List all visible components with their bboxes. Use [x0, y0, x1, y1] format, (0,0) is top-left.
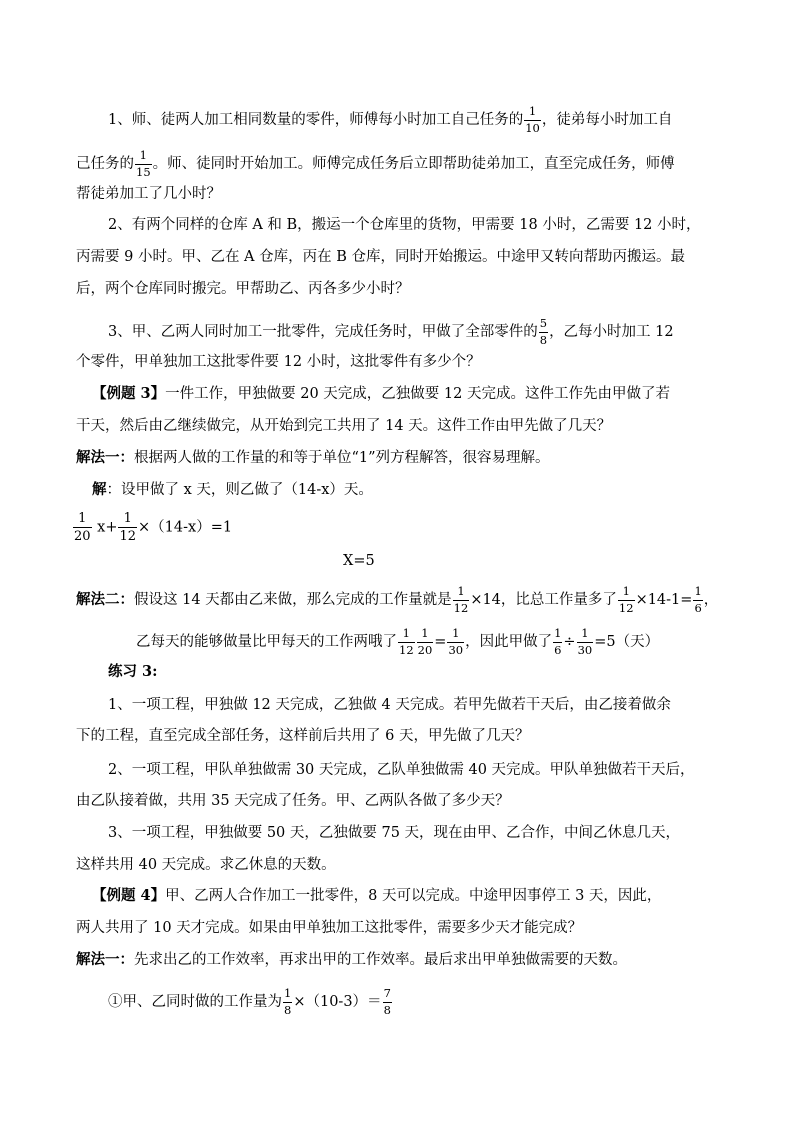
denominator: 15 — [136, 164, 151, 179]
fraction — [73, 512, 92, 543]
example-3-line-1 — [92, 384, 670, 404]
exercise-1-line-1 — [108, 695, 671, 715]
text: 甲、乙两人合作加工一批零件，8 天可以完成。中途甲因事停工 3 天，因此， — [165, 888, 662, 904]
text: ， — [703, 592, 719, 608]
numerator: 1 — [123, 511, 132, 526]
text: ×（14-x）=1 — [138, 519, 233, 536]
text: 练习 3: — [108, 663, 158, 680]
problem-2-line-1 — [108, 215, 701, 235]
exercise-title — [108, 662, 158, 682]
fraction — [693, 586, 702, 614]
numerator: 1 — [528, 104, 537, 118]
method-tag: 解法二： — [76, 591, 134, 608]
denominator: 12 — [119, 529, 137, 544]
method-tag: 解法一： — [76, 449, 134, 466]
denominator: 30 — [448, 642, 464, 657]
text: 1、一项工程，甲独做 12 天完成，乙独做 4 天完成。若甲先做若干天后，由乙接着做余 — [108, 697, 671, 713]
text: 丙需要 9 小时。甲、乙在 A 仓库，丙在 B 仓库，同时开始搬运。中途甲又转向帮助丙搬运。最 — [76, 249, 686, 265]
exercise-2-line-2 — [76, 791, 510, 811]
text: 3、甲、乙两人同时加工一批零件，完成任务时，甲做了全部零件的 — [108, 324, 538, 340]
example-4-line-2 — [76, 918, 582, 938]
text: 2、有两个同样的仓库 A 和 B，搬运一个仓库里的货物，甲需要 18 小时，乙需要 12 小时， — [108, 217, 701, 233]
denominator: 12 — [399, 642, 414, 657]
text: 一件工作，甲独做要 20 天完成，乙独做要 12 天完成。这件工作先由甲做了若 — [165, 386, 670, 402]
denominator: 30 — [577, 642, 593, 657]
problem-2-line-2 — [76, 247, 685, 267]
fraction — [524, 106, 541, 134]
denominator: 10 — [525, 120, 540, 135]
numerator: 1 — [284, 986, 292, 1000]
problem-1-line-2 — [76, 150, 675, 178]
numerator: 1 — [78, 511, 87, 526]
problem-1-line-3 — [76, 184, 221, 204]
method-1-line — [76, 448, 550, 468]
exercise-2-line-1 — [108, 760, 695, 780]
problem-1-line-1 — [108, 106, 672, 134]
text: ①甲、乙同时做的工作量为 — [108, 994, 282, 1010]
fraction — [453, 586, 470, 614]
numerator: 1 — [139, 148, 147, 162]
text: 3、一项工程，甲独做要 50 天，乙独做要 75 天，现在由甲、乙合作，中间乙休息几天， — [108, 825, 681, 841]
fraction — [618, 586, 635, 614]
text: 。师、徒同时开始加工。师傅完成任务后立即帮助徒弟加工，直至完成任务，师傅 — [152, 156, 675, 172]
text: 下的工程，直至完成全部任务，这样前后共用了 6 天，甲先做了几天？ — [76, 728, 530, 744]
numerator: 1 — [402, 626, 410, 640]
text: = — [434, 634, 447, 650]
equation-result — [343, 551, 375, 571]
exercise-3-line-1 — [108, 823, 680, 843]
fraction — [398, 628, 415, 656]
denominator: 6 — [554, 642, 562, 657]
denominator: 6 — [694, 600, 702, 615]
denominator: 12 — [618, 600, 634, 615]
method-tag: 解法一： — [76, 951, 134, 968]
numerator: 1 — [457, 584, 465, 598]
denominator: 8 — [284, 1002, 292, 1017]
fraction — [383, 988, 392, 1016]
numerator: 1 — [694, 584, 702, 598]
text: 根据两人做的工作量的和等于单位“1”列方程解答，很容易理解。 — [134, 450, 550, 466]
text: X=5 — [343, 553, 375, 569]
denominator: 8 — [383, 1002, 391, 1017]
denominator: 20 — [417, 642, 433, 657]
text: 干天，然后由乙继续做完，从开始到完工共用了 14 天。这件工作由甲先做了几天？ — [76, 418, 612, 434]
denominator: 20 — [74, 529, 91, 544]
numerator: 7 — [383, 986, 391, 1000]
text: 帮徒弟加工了几小时？ — [76, 186, 221, 202]
text: 两人共用了 10 天才完成。如果由甲单独加工这批零件，需要多少天才能完成？ — [76, 920, 583, 936]
text: ，乙每小时加工 12 — [549, 324, 674, 340]
text: 1、师、徒两人加工相同数量的零件，师傅每小时加工自己任务的 — [108, 112, 524, 128]
text: =5（天） — [594, 634, 660, 650]
text: 后，两个仓库同时搬完。甲帮助乙、丙各多少小时？ — [76, 281, 410, 297]
text: ×14，比总工作量多了 — [470, 592, 617, 608]
solution-line — [92, 480, 373, 500]
method-3-line — [76, 950, 627, 970]
numerator: 1 — [452, 626, 460, 640]
example-tag: 【例题 3】 — [92, 385, 166, 402]
denominator: 8 — [539, 332, 548, 347]
fraction — [577, 628, 594, 656]
fraction — [553, 628, 562, 656]
numerator: 5 — [539, 316, 548, 330]
fraction — [135, 150, 152, 178]
text: 乙每天的能够做量比甲每天的工作两哦了 — [136, 634, 397, 650]
text: ：设甲做了 x 天，则乙做了（14-x）天。 — [106, 482, 373, 498]
text: 先求出乙的工作效率，再求出甲的工作效率。最后求出甲单独做需要的天数。 — [134, 952, 627, 968]
text: 由乙队接着做，共用 35 天完成了任务。甲、乙两队各做了多少天？ — [76, 793, 510, 809]
fraction — [417, 628, 434, 656]
text: ×（10-3）＝ — [293, 994, 382, 1010]
step-1-line — [108, 988, 393, 1016]
text: 己任务的 — [76, 156, 134, 172]
problem-3-line-2 — [76, 352, 481, 372]
text: ，因此甲做了 — [465, 634, 553, 650]
text: x+ — [92, 519, 118, 536]
problem-2-line-3 — [76, 279, 410, 299]
denominator: 12 — [453, 600, 469, 615]
fraction — [447, 628, 464, 656]
text: 假设这 14 天都由乙来做，那么完成的工作量就是 — [134, 592, 452, 608]
text: 这样共用 40 天完成。求乙休息的天数。 — [76, 857, 336, 873]
fraction — [539, 318, 548, 346]
text: ÷ — [563, 634, 576, 650]
fraction — [118, 512, 137, 543]
text: ×14-1= — [635, 592, 693, 608]
example-3-line-2 — [76, 416, 611, 436]
text: 个零件，甲单独加工这批零件要 12 小时，这批零件有多少个？ — [76, 354, 481, 370]
example-tag: 【例题 4】 — [92, 887, 166, 904]
exercise-1-line-2 — [76, 726, 529, 746]
equation-line — [72, 512, 232, 543]
text: ，徒弟每小时加工自 — [541, 112, 673, 128]
text: 2、一项工程，甲队单独做需 30 天完成，乙队单独做需 40 天完成。甲队单独做若干天后， — [108, 762, 695, 778]
method-2-line-1 — [76, 586, 718, 614]
numerator: 1 — [421, 626, 429, 640]
example-4-line-1 — [92, 886, 661, 906]
solution-tag: 解 — [92, 481, 107, 498]
numerator: 1 — [554, 626, 562, 640]
problem-3-line-1 — [108, 318, 674, 346]
fraction — [283, 988, 292, 1016]
numerator: 1 — [622, 584, 630, 598]
method-2-line-2 — [136, 628, 659, 656]
numerator: 1 — [581, 626, 589, 640]
exercise-3-line-2 — [76, 855, 336, 875]
